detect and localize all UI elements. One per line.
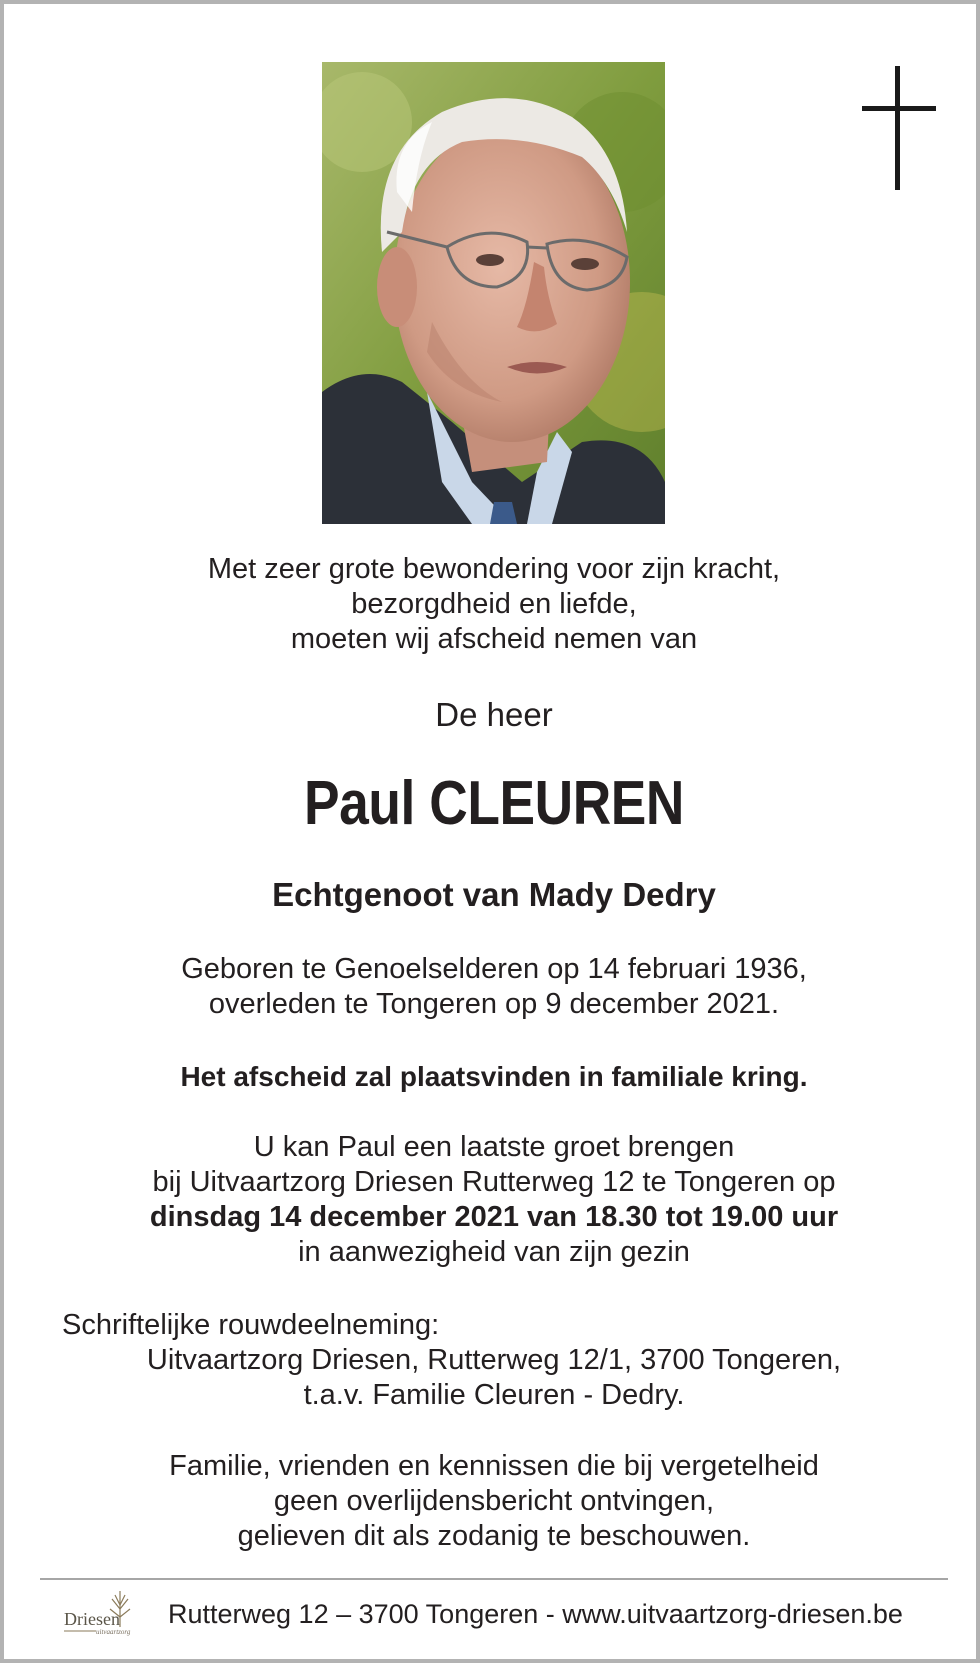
portrait-photo (322, 62, 665, 524)
footer-address: Rutterweg 12 – 3700 Tongeren - www.uitvaartzorg-driesen.be (168, 1599, 903, 1629)
intro-line: bezorgdheid en liefde, (351, 588, 637, 620)
condolence-line: Uitvaartzorg Driesen, Rutterweg 12/1, 3700 Tongeren, (146, 1344, 842, 1376)
visit-datetime: dinsdag 14 december 2021 van 18.30 tot 19.00 uur (149, 1201, 839, 1233)
closing-line: gelieven dit als zodanig te beschouwen. (237, 1520, 751, 1552)
visitation-info (4, 1130, 980, 1270)
farewell-notice: Het afscheid zal plaatsvinden in familiale kring. (180, 1061, 808, 1092)
closing-text (4, 1449, 980, 1554)
visit-line: bij Uitvaartzorg Driesen Rutterweg 12 te Tongeren op (152, 1166, 836, 1198)
intro-line: Met zeer grote bewondering voor zijn kracht, (207, 553, 781, 585)
footer-divider (40, 1578, 948, 1580)
title-prefix: De heer (435, 696, 553, 733)
deceased-name: Paul CLEUREN (304, 769, 684, 838)
intro-line: moeten wij afscheid nemen van (290, 623, 698, 655)
birth-line: Geboren te Genoelselderen op 14 februari 1936, (181, 953, 807, 985)
svg-text:uitvaartzorg: uitvaartzorg (96, 1628, 131, 1636)
closing-line: geen overlijdensbericht ontvingen, (273, 1485, 715, 1517)
svg-text:Driesen: Driesen (64, 1609, 120, 1629)
driesen-logo-icon (62, 1587, 146, 1643)
birth-death-dates (4, 952, 980, 1022)
intro-text (4, 552, 980, 657)
visit-line: in aanwezigheid van zijn gezin (298, 1236, 690, 1268)
visit-line: U kan Paul een laatste groet brengen (253, 1131, 735, 1163)
closing-line: Familie, vrienden en kennissen die bij vergetelheid (169, 1450, 819, 1482)
portrait-illustration (322, 62, 665, 524)
condolence-label: Schriftelijke rouwdeelneming: (62, 1309, 440, 1341)
cross-icon (862, 66, 936, 190)
spouse-line: Echtgenoot van Mady Dedry (272, 876, 716, 913)
condolence-line: t.a.v. Familie Cleuren - Dedry. (303, 1379, 685, 1411)
condolence-address (4, 1343, 980, 1413)
death-line: overleden te Tongeren op 9 december 2021. (208, 988, 780, 1020)
